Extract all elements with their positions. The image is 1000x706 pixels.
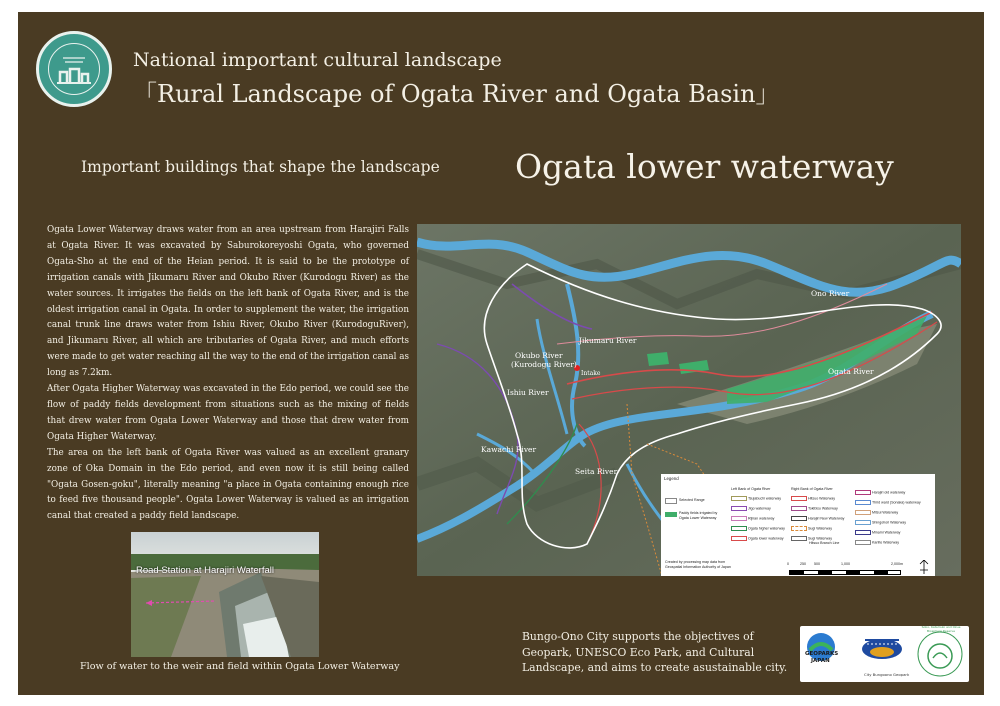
legend-right-item: Shingohori Waterway: [872, 520, 907, 525]
legend-left-heading: Left Bank of Ogata River: [731, 487, 771, 491]
legend-right-item: Minami Waterway: [872, 530, 901, 535]
legend-right-item: Harajiri old waterway: [872, 490, 906, 495]
legend-right-item: Harajiri New Waterway: [808, 516, 845, 521]
biosphere-reserve-label: Sobo, Katamuki and Okue Biosphere Reserve: [921, 625, 961, 633]
legend-right-item: Sugi Waterway: [808, 526, 833, 531]
legend-right-item: Third ward (Sonaka) waterway: [871, 500, 921, 505]
map-label-seita-river: Seita River: [575, 467, 618, 476]
legend-credit-2: Geospatial Information Authority of Japan: [665, 565, 731, 569]
legend-right-item: Hitsuo Waterway: [808, 496, 836, 501]
legend-paddy-2: Ogata Lower Waterway: [679, 516, 717, 520]
scale-label: 0: [787, 562, 789, 566]
scale-label: 1,000: [841, 562, 850, 566]
legend-left-item: Jigo waterway: [748, 506, 771, 511]
legend-right-heading: Right Bank of Ogata River: [791, 487, 833, 491]
geoparks-label-2: JAPAN: [811, 658, 830, 664]
scale-label: 2,000m: [891, 562, 903, 566]
legend-right-item: Sugi Waterway: [808, 536, 833, 541]
legend-credit-1: Created by processing map data from: [665, 560, 726, 564]
map-legend: [661, 474, 935, 576]
map-label-ono-river: Ono River: [811, 289, 850, 298]
legend-paddy-1: Paddy fields irrigated by: [679, 511, 718, 515]
paragraph-1: Ogata Lower Waterway draws water from an area upstream from Harajiri Falls at Ogata River. It was excavated by Saburokoreyoshi Ogata, who governed Ogata-Sho at the end of the Heian period. It is said to be the prototype of irrigation canals with Jikumaru River and Okubo River (Kurodogu River) as the water sources. It irrigates the fields on the left bank of Ogata River, and is the oldest irrigation canal in Ogata. In order to supplement the water, the irrigation canal trunk line draws water from Ishiu River, Okubo River (KurodoguRiver), and Jikumaru River, all which are tributaries of Ogata River, and much efforts were made to get water reaching all the way to the end of the irrigation canal as long as 7.2km.: [47, 225, 409, 379]
scale-label: 500: [814, 562, 820, 566]
scale-label: 250: [800, 562, 806, 566]
paragraph-2: After Ogata Higher Waterway was excavated in the Edo period, we could see the flow of paddy fields development from situations such as the mixing of fields that drew water from Ogata Lower Waterway and those that drew water from Ogata Higher Waterway.: [47, 384, 409, 442]
signboard: [18, 12, 984, 695]
legend-selected-range: Selected Range: [679, 498, 705, 502]
paddy-swatch: [665, 512, 677, 517]
logo-panel: [800, 626, 969, 682]
map-label-ogata-river: Ogata River: [828, 367, 874, 376]
section-heading: Important buildings that shape the landscape: [81, 158, 440, 176]
header-line-1: National important cultural landscape: [133, 49, 502, 71]
paragraph-3: The area on the left bank of Ogata River was valued as an excellent granary zone of Oka Domain in the Edo period, and even now it is still being called "Ogata Gosen-goku", literally meaning "a place in Ogata containing enough rice to feed five thousand people". Ogata Lower Waterway is valued as an irrigation canal that created a paddy field landscape.: [47, 447, 409, 522]
legend-left-item: Ogata lower waterway: [748, 536, 784, 541]
waterway-photo: [131, 532, 319, 657]
biosphere-reserve-logo-icon: [916, 630, 964, 678]
description-text: [47, 223, 409, 525]
legend-hitsuo-branch: Hitsuo Branch Line: [809, 541, 840, 545]
legend-right-item: Tokibisu Waterway: [807, 506, 838, 511]
map-label-kawachi-river: Kawachi River: [481, 445, 537, 454]
header-line-2: 「Rural Landscape of Ogata River and Ogata Basin」: [133, 80, 780, 108]
footer-statement: Bungo-Ono City supports the objectives of Geopark, UNESCO Eco Park, and Cultural Landscape, and aims to create asustainable city.: [522, 630, 788, 675]
photo-caption: Flow of water to the weir and field within Ogata Lower Waterway: [80, 661, 400, 672]
map-label-jikumaru-river: Jikumaru River: [579, 336, 637, 345]
main-title: Ogata lower waterway: [515, 147, 894, 186]
legend-left-item: Rijiran waterway: [748, 516, 775, 521]
map-label-okubo-river: Okubo River: [515, 351, 563, 360]
legend-right-item: Mitsui Waterway: [872, 510, 899, 515]
waterway-map: [417, 224, 961, 576]
bungoono-geopark-logo-icon: [859, 632, 905, 662]
scale-bar: [789, 570, 901, 575]
legend-right-item: Kariite Waterway: [872, 540, 900, 545]
map-label-intake: Intake: [581, 370, 601, 377]
photo-overlay-label: Road Station at Harajiri Waterfall: [136, 565, 274, 576]
legend-left-item: Ogata higher waterway: [748, 526, 785, 531]
selected-range-swatch: [665, 498, 677, 504]
legend-title: Legend: [664, 476, 679, 481]
legend-left-item: Tsujabuchi waterway: [747, 496, 782, 501]
geoparks-label-1: GEOPARKS: [805, 651, 839, 657]
cultural-landscape-seal-icon: [36, 31, 112, 107]
north-arrow-icon: [919, 560, 929, 574]
bungoono-geopark-label: City Bungoono Geopark: [864, 672, 910, 677]
map-label-ishiu-river: Ishiu River: [507, 388, 549, 397]
map-label-kurodogu-river: (Kurodogu River): [511, 360, 577, 369]
